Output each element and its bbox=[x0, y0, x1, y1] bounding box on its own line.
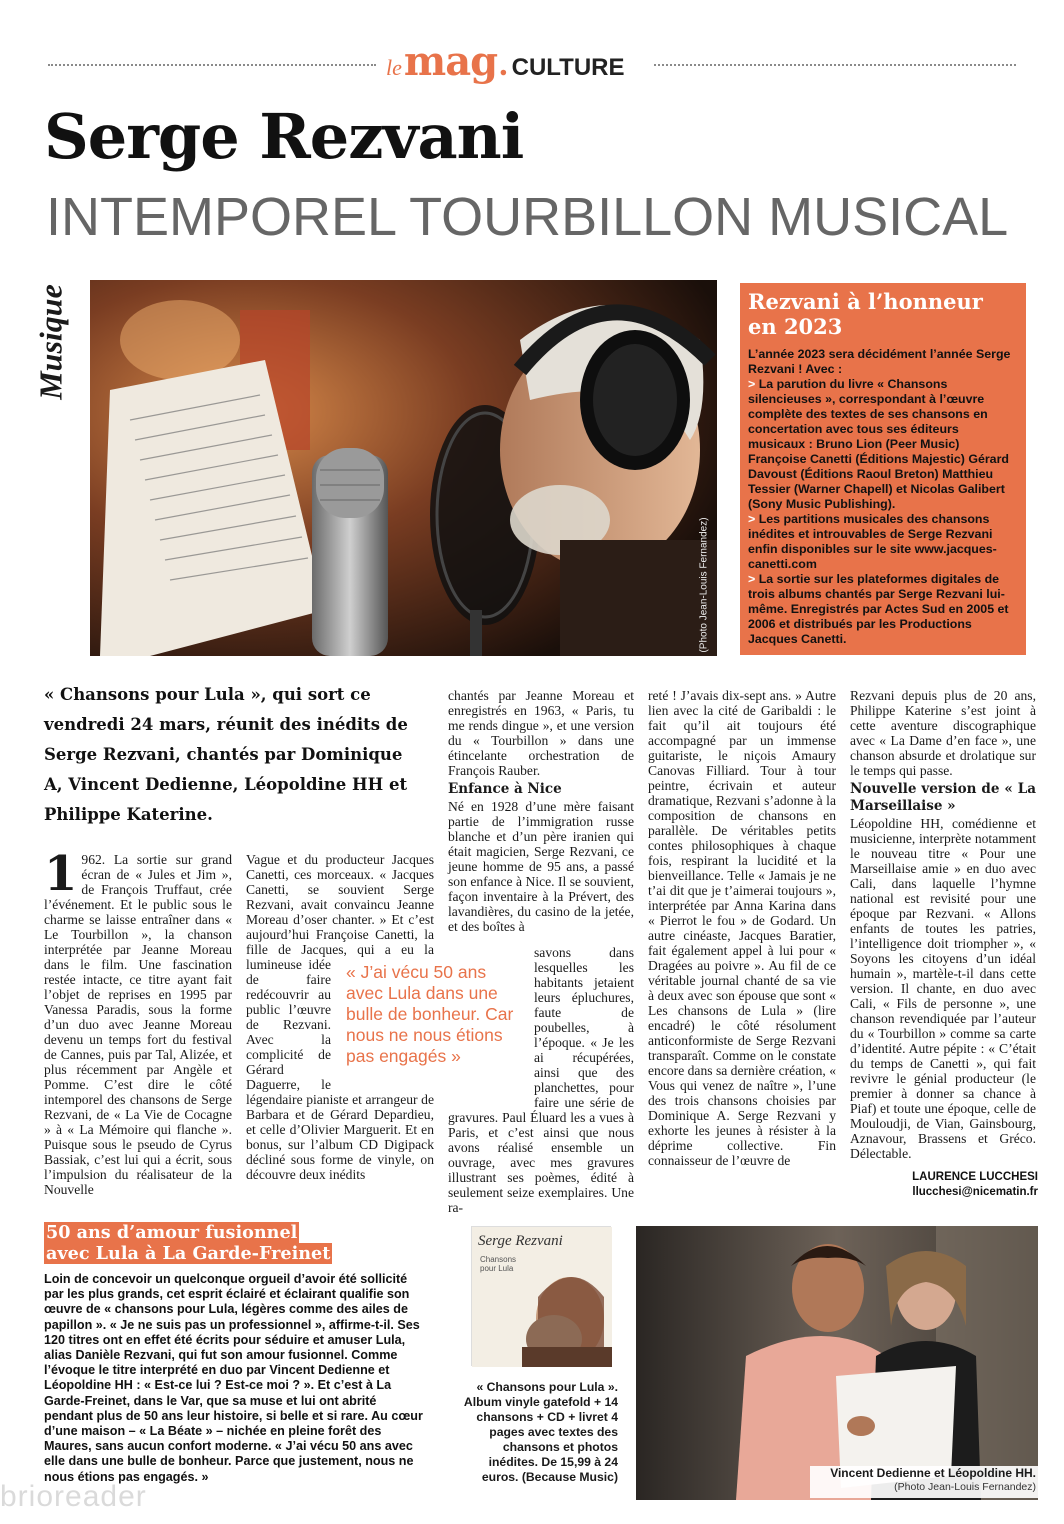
sidebar-box bbox=[740, 283, 1026, 655]
duo-photo-caption bbox=[810, 1466, 1038, 1498]
box-body: Loin de concevoir un quelconque orgueil d’avoir été sollicité par les plus grands, cet esprit éclairé et éclairant qualifie son œuvre de « chansons pour Lula, légères comme des ailes de papillon ». « Je ne suis pas un professionnel », affirme-t-il. Ses 120 titres ont en effet été écrits pour séduire et amuser Lula, alias Danièle Rezvani, qui fut son amour fusionnel. Comme l’évoque le titre interprété en duo par Vincent Dedienne et Léopoldine HH : « Est-ce lui ? Est-ce moi ? ». Et c’est à La Garde-Freinet, dans le Var, que sa muse et lui ont abrité pendant plus de 50 ans leur histoire, si belle et si rare. Au cœur d’une maison – « La Béate » – nichée en pleine forêt des Maures, sans aucun confort moderne. « J’ai vécu 50 ans avec elle dans une bulle de bonheur. Parce que justement, nous ne nous étions pas engagés. » bbox=[44, 1272, 423, 1484]
page-title: Serge Rezvani bbox=[44, 100, 524, 173]
sidebar-title: Rezvani à l’honneur en 2023 bbox=[748, 289, 983, 339]
sidebar-item: > Les partitions musicales des chansons inédites et introuvables de Serge Rezvani enfin disponibles sur le site www.jacques-canetti.com bbox=[748, 512, 997, 571]
header-dotted-rule-left bbox=[48, 64, 376, 66]
byline-email[interactable]: llucchesi@nicematin.fr bbox=[912, 1186, 1038, 1198]
article-column-2: Vague et du producteur Jacques Canetti, ces morceaux. « Jacques Canetti, se souvient Serge Rezvani, avait convaincu Jeanne Moreau d’oser chanter. » Et c’est aujourd’hui Françoise Canetti, la fille de Jacques, qui a eu la lumineuse idée de faire redécouvrir au public l’œuvre de Rezvani. Avec la complicité de Gérard Daguerre, le légendaire pianiste et arrangeur de Barbara et de Gérard Depardieu, et celle d’Olivier Marguerit. Et en bonus, sur l’album CD Digipack décliné sous forme de vinyle, on découvre deux inédits bbox=[246, 852, 434, 1182]
album-cover bbox=[471, 1226, 611, 1366]
page-subtitle: INTEMPOREL TOURBILLON MUSICAL bbox=[46, 187, 1009, 247]
subhead-enfance: Enfance à Nice bbox=[448, 781, 562, 797]
article-column-5: Rezvani depuis plus de 20 ans, Philippe Katerine s’est joint à cette aventure discographique avec « La Dame d’en face », une chanson absurde et drolatique sur le temps qui passe. Nouvelle version de « La Marseillaise » Léopoldine HH, comédienne et musicienne, interprète notamment le nouveau titre « Pour une Marseillaise amie » en duo avec Cali, dans laquelle l’hymne national est revisité pour une époque par Rezvani. « Allons enfants de toutes les patries, l’intelligence doit triompher », « Soyons les citoyens d’un idéal humain », martèle-t-il dans cette version. Il chante, en duo avec Cali, « Fils de personne », une chanson revendiquée par l’auteur du « Tourbillon » comme sa carte d’identité. Autre pépite : « C’était du temps de Canetti », qui fait revivre le génial producteur (le premier à donner sa chance à Piaf) et toute une époque, celle de Mouloudji, de Vian, Gainsbourg, Aznavour, Brassens et Gréco. Délectable. bbox=[850, 688, 1036, 1161]
hero-photo bbox=[90, 280, 717, 656]
byline bbox=[880, 1170, 1038, 1200]
sidebar-item: > La parution du livre « Chansons silencieuses », correspondant à l’œuvre complète des textes de ses chansons en concertation avec tous ses éditeurs musicaux : Bruno Lion (Peer Music) Françoise Canetti (Éditions Majestic) Gérard Davoust (Éditions Raoul Breton) Matthieu Tessier (Warner Chapell) et Nicolas Galibert (Sony Music Publishing). bbox=[748, 377, 1009, 511]
sidebar-body bbox=[748, 347, 1018, 647]
article-lead: « Chansons pour Lula », qui sort ce vendredi 24 mars, réunit des inédits de Serge Rezvani, chantés par Dominique A, Vincent Dedienne, Léopoldine HH et Philippe Katerine. bbox=[44, 685, 408, 824]
section-label: CULTURE bbox=[511, 54, 625, 81]
logo-prefix: le bbox=[386, 55, 402, 80]
album-cover-title: Serge Rezvani bbox=[478, 1233, 563, 1249]
article-column-3-continued: savons dans lesquelles les habitants jetaient leurs épluchures, faute de poubelles, à l’époque. « Je les ai récupérées, ainsi que des planchettes, pour faire une série de gravures. Paul Éluard les a vues à Paris, et c’est ainsi que nous avons réalisé ensemble un ouvrage, avec mes gravures illustrant ses poèmes, édité à seulement seize exemplaires. Une ra- bbox=[448, 945, 634, 1215]
logo-main: mag bbox=[403, 38, 498, 85]
sidebar-intro: L’année 2023 sera décidément l’année Serge Rezvani ! Avec : bbox=[748, 347, 1011, 376]
mag-logo bbox=[386, 38, 648, 85]
duo-photo bbox=[636, 1226, 1038, 1500]
album-cover-subtitle: Chansons pour Lula bbox=[480, 1255, 517, 1273]
drop-cap: 1 bbox=[44, 846, 78, 902]
hero-photo-credit: (Photo Jean-Louis Fernandez) bbox=[698, 517, 710, 653]
rubric-label: Musique bbox=[32, 284, 69, 400]
subhead-marseillaise: Nouvelle version de « La Marseillaise » bbox=[850, 781, 1036, 814]
watermark: brioreader bbox=[0, 1480, 147, 1513]
album-caption: « Chansons pour Lula ». Album vinyle gatefold + 14 chansons + CD + livret 4 pages avec textes des chansons et photos inédites. De 15,99 à 24 euros. (Because Music) bbox=[463, 1380, 618, 1484]
sidebar-item: > La sortie sur les plateformes digitales de trois albums chantés par Serge Rezvani lui-même. Enregistrés par Actes Sud en 2005 et 2006 et distribués par les Productions Jacques Canetti. bbox=[748, 572, 1009, 646]
pull-quote: « J’ai vécu 50 ans avec Lula dans une bulle de bonheur. Car nous ne nous étions pas engagés » bbox=[346, 962, 514, 1066]
logo-dot: . bbox=[499, 46, 508, 83]
article-column-4: reté ! J’avais dix-sept ans. » Autre lien avec la cité de Garibaldi : le fait qu’il ait toujours été accompagné par un immense guitariste, le niçois Amaury Canovas Filliard. Tour à tour peintre, écrivain et auteur dramatique, Rezvani s’adonne à la composition de chansons en parallèle. De véritables petits contes philosophiques à chaque fois, respirant la lucidité et la bienveillance. Telle « Jamais je ne t’ai dit que je t’aimerai toujours », interprétée par Anna Karina dans « Pierrot le fou » de Godard. Un autre cinéaste, Jacques Baratier, fait également appel à lui pour « Dragées au poivre ». Au fil de ce véritable journal chanté de sa vie à deux avec son épouse que sont « Les chansons de Lula » (lire encadré) le côté résolument anticonformiste de Serge Rezvani transparaît. Comme on le constate encore dans sa dernière création, « Vous qui venez de naître », l’une des trois chansons choisies par Dominique A. Serge Rezvani y exhorte les jeunes à résister à la déprime collective. Fin connaisseur de l’œuvre de bbox=[648, 688, 836, 1168]
box-title: 50 ans d’amour fusionnel avec Lula à La Garde-Freinet bbox=[46, 1222, 331, 1264]
article-column-3: chantés par Jeanne Moreau et enregistrés en 1963, « Paris, tu me rends dingue », et une version du « Tourbillon » dans une étincelante orchestration de François Rauber. Enfance à Nice Né en 1928 d’une mère faisant partie de l’immigration russe blanche et d’un père iranien qui était magicien, Serge Rezvani, ce jeune homme de 95 ans, a passé son enfance à Nice. Il se souvient, façon inventaire à la Prévert, des lavandières, du casino de la jetée, et des boîtes à bbox=[448, 688, 634, 934]
article-column-1: 1 962. La sortie sur grand écran de « Jules et Jim », de François Truffaut, crée l’événement. Et le public sous le charme se laisse entraîner dans « Le Tourbillon », la chanson interprétée par Jeanne Moreau dans le film. Une fascination restée intacte, ce titre ayant fait l’objet de reprises en 1995 par Vanessa Paradis, sous la forme d’un duo avec Jeanne Moreau devenu un temps fort du festival de Cannes, puis par Tal, Alizée, et plus récemment par Angèle et Pomme. C’est dire le côté intemporel des chansons de Serge Rezvani, de « La Vie de Cocagne » à « La Mémoire qui flanche ». Puisque sous le pseudo de Cyrus Bassiak, c’est lui qui a écrit, sous l’impulsion du réalisateur de la Nouvelle bbox=[44, 846, 232, 1197]
duo-photo-caption-names: Vincent Dedienne et Léopoldine HH. bbox=[830, 1466, 1036, 1480]
byline-author: LAURENCE LUCCHESI bbox=[912, 1171, 1038, 1183]
duo-photo-caption-credit: (Photo Jean-Louis Fernandez) bbox=[894, 1481, 1036, 1493]
header-dotted-rule-right bbox=[654, 64, 1016, 66]
